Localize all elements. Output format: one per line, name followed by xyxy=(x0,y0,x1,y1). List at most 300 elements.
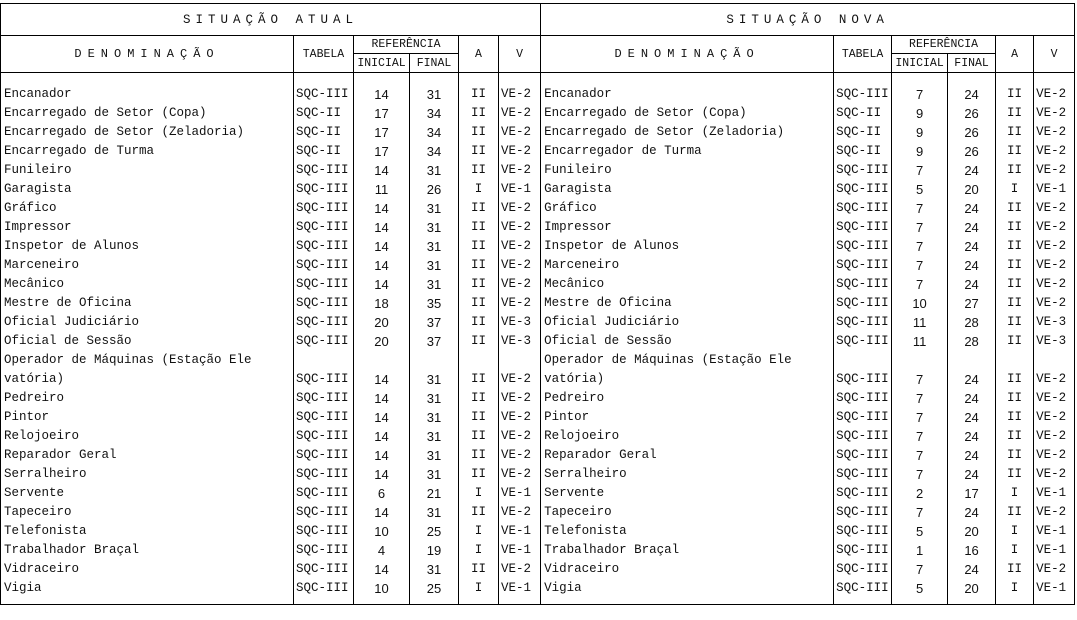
right-tabela-cell: SQC-III xyxy=(834,180,892,199)
left-final-cell: 31 xyxy=(410,503,459,522)
left-col-final: FINAL xyxy=(410,54,459,73)
left-denominacao-cell: Serralheiro xyxy=(1,465,294,484)
right-denominacao-cell: Oficial Judiciário xyxy=(541,313,834,332)
left-a-cell: II xyxy=(459,85,499,104)
table-row xyxy=(1,465,1075,484)
left-final-cell: 31 xyxy=(410,427,459,446)
left-inicial-cell: 14 xyxy=(354,275,410,294)
right-final-cell: 16 xyxy=(948,541,996,560)
right-col-denominacao: DENOMINAÇÃO xyxy=(541,36,834,73)
right-tabela-cell: SQC-III xyxy=(834,313,892,332)
right-v-cell: VE-2 xyxy=(1034,560,1075,579)
left-section-title: SITUAÇÃO ATUAL xyxy=(1,4,541,36)
left-v-cell: VE-2 xyxy=(499,294,541,313)
table-row xyxy=(1,199,1075,218)
right-tabela-cell: SQC-III xyxy=(834,237,892,256)
right-final-cell: 24 xyxy=(948,370,996,389)
left-v-cell: VE-1 xyxy=(499,180,541,199)
right-tabela-cell: SQC-III xyxy=(834,294,892,313)
right-v-cell: VE-3 xyxy=(1034,332,1075,351)
right-a-cell: II xyxy=(996,275,1034,294)
left-a-cell: I xyxy=(459,579,499,598)
left-tabela-cell: SQC-III xyxy=(294,218,354,237)
left-tabela-cell: SQC-III xyxy=(294,427,354,446)
right-a-cell: II xyxy=(996,123,1034,142)
right-a-cell: II xyxy=(996,104,1034,123)
table-row xyxy=(1,123,1075,142)
right-v-cell: VE-1 xyxy=(1034,579,1075,598)
left-inicial-cell: 14 xyxy=(354,560,410,579)
left-final-cell: 31 xyxy=(410,408,459,427)
table-row xyxy=(1,104,1075,123)
left-v-cell: VE-2 xyxy=(499,370,541,389)
left-inicial-cell: 14 xyxy=(354,427,410,446)
right-denominacao-cell: Operador de Máquinas (Estação Ele xyxy=(541,351,834,370)
table-bottom-edge xyxy=(1,598,294,605)
left-denominacao-cell: Mecânico xyxy=(1,275,294,294)
right-inicial-cell: 11 xyxy=(892,313,948,332)
right-v-cell: VE-2 xyxy=(1034,408,1075,427)
table-row xyxy=(1,180,1075,199)
left-denominacao-cell: Oficial Judiciário xyxy=(1,313,294,332)
table-bottom-edge xyxy=(996,598,1034,605)
left-denominacao-cell: Pintor xyxy=(1,408,294,427)
left-denominacao-cell: Relojoeiro xyxy=(1,427,294,446)
right-v-cell: VE-2 xyxy=(1034,123,1075,142)
right-col-v: V xyxy=(1034,36,1075,73)
right-denominacao-cell: Encarregado de Setor (Zeladoria) xyxy=(541,123,834,142)
right-a-cell: II xyxy=(996,199,1034,218)
left-v-cell: VE-2 xyxy=(499,218,541,237)
left-v-cell: VE-1 xyxy=(499,541,541,560)
left-a-cell: II xyxy=(459,370,499,389)
right-v-cell: VE-1 xyxy=(1034,522,1075,541)
left-denominacao-cell: Encarregado de Setor (Copa) xyxy=(1,104,294,123)
left-final-cell: 31 xyxy=(410,199,459,218)
right-inicial-cell: 7 xyxy=(892,275,948,294)
right-a-cell: I xyxy=(996,541,1034,560)
right-inicial-cell: 7 xyxy=(892,199,948,218)
right-denominacao-cell: Reparador Geral xyxy=(541,446,834,465)
left-denominacao-cell: Vidraceiro xyxy=(1,560,294,579)
left-inicial-cell: 17 xyxy=(354,123,410,142)
left-a-cell: II xyxy=(459,313,499,332)
right-final-cell: 26 xyxy=(948,123,996,142)
left-v-cell xyxy=(499,351,541,370)
right-inicial-cell: 11 xyxy=(892,332,948,351)
left-v-cell: VE-1 xyxy=(499,579,541,598)
right-final-cell: 28 xyxy=(948,332,996,351)
left-denominacao-cell: Tapeceiro xyxy=(1,503,294,522)
left-inicial-cell: 14 xyxy=(354,199,410,218)
right-tabela-cell: SQC-III xyxy=(834,275,892,294)
left-a-cell: I xyxy=(459,541,499,560)
table-row xyxy=(1,579,1075,598)
left-a-cell: II xyxy=(459,503,499,522)
right-denominacao-cell: Impressor xyxy=(541,218,834,237)
table-row xyxy=(1,218,1075,237)
left-tabela-cell: SQC-III xyxy=(294,579,354,598)
left-denominacao-cell: Vigia xyxy=(1,579,294,598)
right-denominacao-cell: Inspetor de Alunos xyxy=(541,237,834,256)
right-inicial-cell: 7 xyxy=(892,85,948,104)
table-row xyxy=(1,408,1075,427)
left-denominacao-cell: Reparador Geral xyxy=(1,446,294,465)
left-a-cell: II xyxy=(459,294,499,313)
right-tabela-cell: SQC-III xyxy=(834,560,892,579)
left-denominacao-cell: vatória) xyxy=(1,370,294,389)
right-final-cell: 24 xyxy=(948,465,996,484)
right-a-cell: II xyxy=(996,313,1034,332)
left-final-cell: 25 xyxy=(410,579,459,598)
left-denominacao-cell: Operador de Máquinas (Estação Ele xyxy=(1,351,294,370)
right-inicial-cell: 7 xyxy=(892,237,948,256)
right-v-cell: VE-2 xyxy=(1034,256,1075,275)
left-inicial-cell: 20 xyxy=(354,332,410,351)
left-a-cell: II xyxy=(459,446,499,465)
right-v-cell: VE-2 xyxy=(1034,275,1075,294)
table-row xyxy=(1,313,1075,332)
right-tabela-cell: SQC-III xyxy=(834,161,892,180)
right-a-cell: II xyxy=(996,237,1034,256)
right-inicial-cell: 5 xyxy=(892,180,948,199)
right-v-cell: VE-2 xyxy=(1034,161,1075,180)
left-denominacao-cell: Encarregado de Turma xyxy=(1,142,294,161)
left-denominacao-cell: Encarregado de Setor (Zeladoria) xyxy=(1,123,294,142)
left-final-cell: 26 xyxy=(410,180,459,199)
right-v-cell: VE-2 xyxy=(1034,199,1075,218)
left-v-cell: VE-2 xyxy=(499,389,541,408)
right-inicial-cell: 7 xyxy=(892,427,948,446)
left-v-cell: VE-2 xyxy=(499,161,541,180)
left-final-cell: 31 xyxy=(410,161,459,180)
right-inicial-cell: 1 xyxy=(892,541,948,560)
right-final-cell: 20 xyxy=(948,579,996,598)
right-v-cell: VE-2 xyxy=(1034,465,1075,484)
left-a-cell: II xyxy=(459,427,499,446)
right-inicial-cell: 7 xyxy=(892,256,948,275)
right-v-cell: VE-3 xyxy=(1034,313,1075,332)
table-row xyxy=(1,142,1075,161)
right-denominacao-cell: Telefonista xyxy=(541,522,834,541)
right-final-cell: 28 xyxy=(948,313,996,332)
right-a-cell: II xyxy=(996,465,1034,484)
table-row xyxy=(1,541,1075,560)
right-v-cell: VE-2 xyxy=(1034,218,1075,237)
left-inicial-cell: 17 xyxy=(354,104,410,123)
right-tabela-cell: SQC-II xyxy=(834,123,892,142)
left-inicial-cell: 14 xyxy=(354,446,410,465)
left-v-cell: VE-2 xyxy=(499,123,541,142)
left-denominacao-cell: Telefonista xyxy=(1,522,294,541)
left-tabela-cell: SQC-III xyxy=(294,465,354,484)
right-denominacao-cell: Gráfico xyxy=(541,199,834,218)
left-tabela-cell: SQC-III xyxy=(294,199,354,218)
right-final-cell: 24 xyxy=(948,408,996,427)
left-denominacao-cell: Garagista xyxy=(1,180,294,199)
left-final-cell: 34 xyxy=(410,123,459,142)
right-inicial-cell: 7 xyxy=(892,370,948,389)
right-v-cell: VE-2 xyxy=(1034,85,1075,104)
right-tabela-cell: SQC-III xyxy=(834,541,892,560)
right-final-cell: 26 xyxy=(948,104,996,123)
table-row xyxy=(1,161,1075,180)
table-bottom-edge xyxy=(892,598,948,605)
right-inicial-cell xyxy=(892,351,948,370)
right-inicial-cell: 5 xyxy=(892,522,948,541)
left-denominacao-cell: Funileiro xyxy=(1,161,294,180)
left-v-cell: VE-3 xyxy=(499,313,541,332)
left-tabela-cell: SQC-II xyxy=(294,123,354,142)
right-tabela-cell: SQC-III xyxy=(834,408,892,427)
left-inicial-cell: 17 xyxy=(354,142,410,161)
table-body xyxy=(1,73,1075,605)
left-tabela-cell: SQC-III xyxy=(294,503,354,522)
table-bottom-edge xyxy=(294,598,354,605)
right-a-cell: II xyxy=(996,332,1034,351)
right-a-cell: I xyxy=(996,180,1034,199)
left-a-cell: II xyxy=(459,332,499,351)
left-col-tabela: TABELA xyxy=(294,36,354,73)
left-inicial-cell: 20 xyxy=(354,313,410,332)
right-a-cell: II xyxy=(996,294,1034,313)
right-v-cell: VE-2 xyxy=(1034,427,1075,446)
right-v-cell: VE-2 xyxy=(1034,503,1075,522)
right-a-cell: II xyxy=(996,370,1034,389)
right-inicial-cell: 5 xyxy=(892,579,948,598)
left-a-cell xyxy=(459,351,499,370)
left-a-cell: II xyxy=(459,465,499,484)
right-denominacao-cell: Relojoeiro xyxy=(541,427,834,446)
right-final-cell: 24 xyxy=(948,427,996,446)
right-a-cell: II xyxy=(996,408,1034,427)
left-tabela-cell: SQC-III xyxy=(294,522,354,541)
table-bottom-edge xyxy=(834,598,892,605)
right-final-cell: 26 xyxy=(948,142,996,161)
left-a-cell: II xyxy=(459,256,499,275)
table-row xyxy=(1,85,1075,104)
right-denominacao-cell: vatória) xyxy=(541,370,834,389)
right-denominacao-cell: Funileiro xyxy=(541,161,834,180)
right-a-cell: II xyxy=(996,218,1034,237)
right-inicial-cell: 7 xyxy=(892,560,948,579)
right-denominacao-cell: Mestre de Oficina xyxy=(541,294,834,313)
left-inicial-cell: 14 xyxy=(354,256,410,275)
table-row xyxy=(1,560,1075,579)
table-bottom-edge xyxy=(354,598,410,605)
left-a-cell: II xyxy=(459,275,499,294)
right-a-cell: I xyxy=(996,579,1034,598)
right-v-cell: VE-2 xyxy=(1034,237,1075,256)
right-col-inicial: INICIAL xyxy=(892,54,948,73)
table-row xyxy=(1,256,1075,275)
right-a-cell: I xyxy=(996,522,1034,541)
table-row xyxy=(1,275,1075,294)
right-final-cell: 24 xyxy=(948,446,996,465)
right-tabela-cell: SQC-III xyxy=(834,427,892,446)
right-final-cell: 24 xyxy=(948,237,996,256)
left-denominacao-cell: Mestre de Oficina xyxy=(1,294,294,313)
right-inicial-cell: 7 xyxy=(892,161,948,180)
right-final-cell: 24 xyxy=(948,389,996,408)
left-final-cell: 35 xyxy=(410,294,459,313)
left-v-cell: VE-2 xyxy=(499,142,541,161)
left-a-cell: II xyxy=(459,123,499,142)
right-v-cell: VE-2 xyxy=(1034,104,1075,123)
right-tabela-cell: SQC-III xyxy=(834,256,892,275)
left-inicial-cell: 14 xyxy=(354,465,410,484)
right-a-cell: II xyxy=(996,161,1034,180)
right-final-cell: 24 xyxy=(948,85,996,104)
left-v-cell: VE-2 xyxy=(499,256,541,275)
left-final-cell: 31 xyxy=(410,465,459,484)
right-v-cell: VE-1 xyxy=(1034,180,1075,199)
right-final-cell: 17 xyxy=(948,484,996,503)
left-col-referencia: REFERÊNCIA xyxy=(354,36,459,54)
left-denominacao-cell: Impressor xyxy=(1,218,294,237)
left-final-cell: 31 xyxy=(410,85,459,104)
left-col-inicial: INICIAL xyxy=(354,54,410,73)
left-final-cell: 37 xyxy=(410,313,459,332)
left-tabela-cell: SQC-III xyxy=(294,256,354,275)
table-row xyxy=(1,294,1075,313)
left-tabela-cell: SQC-III xyxy=(294,332,354,351)
left-v-cell: VE-1 xyxy=(499,522,541,541)
right-inicial-cell: 7 xyxy=(892,503,948,522)
right-v-cell: VE-2 xyxy=(1034,446,1075,465)
right-tabela-cell: SQC-III xyxy=(834,218,892,237)
left-final-cell: 34 xyxy=(410,142,459,161)
right-section-title: SITUAÇÃO NOVA xyxy=(541,4,1075,36)
right-final-cell: 24 xyxy=(948,199,996,218)
left-tabela-cell: SQC-III xyxy=(294,408,354,427)
left-v-cell: VE-3 xyxy=(499,332,541,351)
right-denominacao-cell: Pedreiro xyxy=(541,389,834,408)
left-denominacao-cell: Trabalhador Braçal xyxy=(1,541,294,560)
left-tabela-cell: SQC-III xyxy=(294,180,354,199)
right-tabela-cell: SQC-II xyxy=(834,142,892,161)
left-final-cell: 31 xyxy=(410,370,459,389)
right-final-cell: 20 xyxy=(948,522,996,541)
right-tabela-cell: SQC-III xyxy=(834,484,892,503)
table-bottom-edge xyxy=(1034,598,1075,605)
right-tabela-cell: SQC-III xyxy=(834,503,892,522)
left-a-cell: II xyxy=(459,104,499,123)
right-tabela-cell: SQC-III xyxy=(834,522,892,541)
right-v-cell: VE-1 xyxy=(1034,484,1075,503)
left-a-cell: II xyxy=(459,199,499,218)
left-v-cell: VE-2 xyxy=(499,237,541,256)
right-denominacao-cell: Garagista xyxy=(541,180,834,199)
right-tabela-cell: SQC-III xyxy=(834,446,892,465)
left-v-cell: VE-2 xyxy=(499,465,541,484)
left-final-cell: 31 xyxy=(410,275,459,294)
right-inicial-cell: 2 xyxy=(892,484,948,503)
right-denominacao-cell: Vigia xyxy=(541,579,834,598)
right-col-final: FINAL xyxy=(948,54,996,73)
right-inicial-cell: 7 xyxy=(892,446,948,465)
left-denominacao-cell: Pedreiro xyxy=(1,389,294,408)
left-final-cell: 21 xyxy=(410,484,459,503)
left-v-cell: VE-2 xyxy=(499,104,541,123)
right-denominacao-cell: Tapeceiro xyxy=(541,503,834,522)
left-v-cell: VE-2 xyxy=(499,199,541,218)
right-final-cell: 24 xyxy=(948,275,996,294)
right-v-cell: VE-2 xyxy=(1034,389,1075,408)
right-tabela-cell: SQC-III xyxy=(834,579,892,598)
left-tabela-cell: SQC-III xyxy=(294,446,354,465)
left-col-v: V xyxy=(499,36,541,73)
left-inicial-cell: 18 xyxy=(354,294,410,313)
left-col-a: A xyxy=(459,36,499,73)
left-inicial-cell: 14 xyxy=(354,370,410,389)
left-a-cell: II xyxy=(459,142,499,161)
right-inicial-cell: 7 xyxy=(892,408,948,427)
left-final-cell: 31 xyxy=(410,237,459,256)
right-col-referencia: REFERÊNCIA xyxy=(892,36,996,54)
table-row xyxy=(1,503,1075,522)
right-denominacao-cell: Encanador xyxy=(541,85,834,104)
left-tabela-cell: SQC-III xyxy=(294,560,354,579)
table-bottom-edge xyxy=(410,598,459,605)
right-denominacao-cell: Servente xyxy=(541,484,834,503)
table-row xyxy=(1,427,1075,446)
left-inicial-cell: 14 xyxy=(354,161,410,180)
right-final-cell xyxy=(948,351,996,370)
left-inicial-cell: 14 xyxy=(354,503,410,522)
left-v-cell: VE-2 xyxy=(499,275,541,294)
table-row xyxy=(1,332,1075,351)
left-tabela-cell: SQC-II xyxy=(294,104,354,123)
left-inicial-cell xyxy=(354,351,410,370)
left-final-cell: 31 xyxy=(410,389,459,408)
left-a-cell: II xyxy=(459,218,499,237)
right-col-tabela: TABELA xyxy=(834,36,892,73)
left-denominacao-cell: Marceneiro xyxy=(1,256,294,275)
right-v-cell xyxy=(1034,351,1075,370)
right-a-cell: II xyxy=(996,85,1034,104)
table-row xyxy=(1,370,1075,389)
left-tabela-cell: SQC-III xyxy=(294,389,354,408)
left-tabela-cell: SQC-III xyxy=(294,484,354,503)
right-inicial-cell: 9 xyxy=(892,142,948,161)
right-tabela-cell: SQC-III xyxy=(834,465,892,484)
right-final-cell: 27 xyxy=(948,294,996,313)
right-final-cell: 24 xyxy=(948,161,996,180)
right-a-cell: II xyxy=(996,503,1034,522)
left-tabela-cell: SQC-III xyxy=(294,237,354,256)
right-a-cell: II xyxy=(996,427,1034,446)
right-final-cell: 24 xyxy=(948,503,996,522)
right-inicial-cell: 9 xyxy=(892,104,948,123)
right-denominacao-cell: Oficial de Sessão xyxy=(541,332,834,351)
right-denominacao-cell: Encarregador de Turma xyxy=(541,142,834,161)
right-final-cell: 24 xyxy=(948,218,996,237)
right-a-cell: II xyxy=(996,446,1034,465)
right-a-cell: II xyxy=(996,389,1034,408)
left-inicial-cell: 14 xyxy=(354,389,410,408)
left-final-cell: 31 xyxy=(410,560,459,579)
left-final-cell: 25 xyxy=(410,522,459,541)
left-inicial-cell: 11 xyxy=(354,180,410,199)
left-v-cell: VE-2 xyxy=(499,408,541,427)
left-final-cell: 31 xyxy=(410,218,459,237)
left-inicial-cell: 14 xyxy=(354,85,410,104)
right-a-cell: II xyxy=(996,142,1034,161)
left-tabela-cell: SQC-III xyxy=(294,161,354,180)
left-tabela-cell: SQC-III xyxy=(294,294,354,313)
left-a-cell: II xyxy=(459,161,499,180)
